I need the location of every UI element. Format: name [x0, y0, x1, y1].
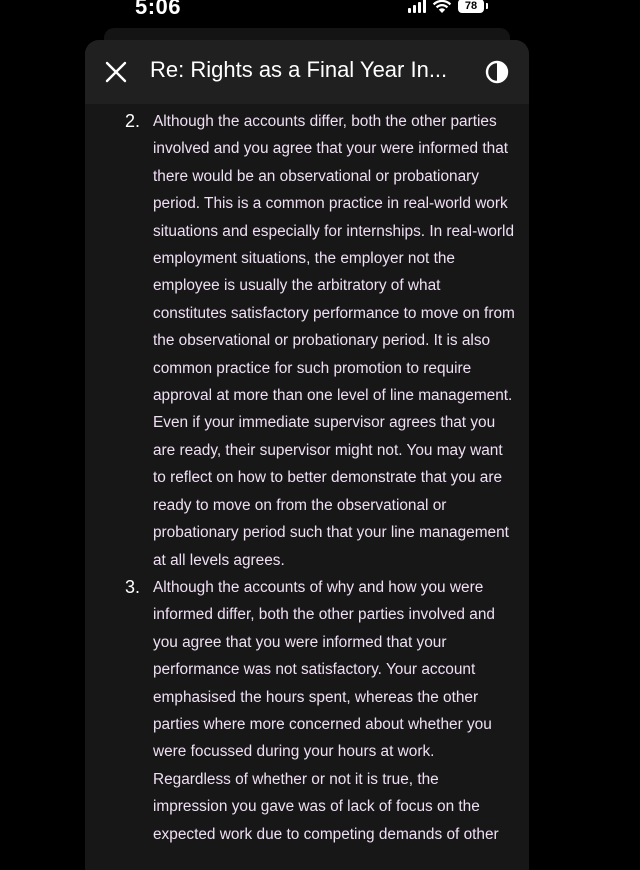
list-item-text: Although the accounts of why and how you were informed differ, both the other parties involved and you agree that you were informed that your performance was not satisfactory. Your account emphasised the hours spent, whereas the other parties where more concerned about whether you were focussed during your hours at work. Regardless of whether or not it is true, the impression you gave was of lack of focus on the expected work due to competing demands of other [153, 578, 499, 843]
status-icons [408, 0, 484, 16]
contrast-icon[interactable] [485, 60, 509, 84]
signal-icon [408, 0, 426, 13]
wifi-icon [432, 0, 452, 14]
message-body [85, 108, 529, 848]
status-time: 5:06 [135, 0, 182, 19]
battery-icon [458, 0, 484, 13]
close-icon[interactable] [103, 59, 129, 85]
message-sheet [85, 40, 529, 870]
list-item [85, 108, 529, 574]
status-bar [0, 0, 640, 30]
list-item-text: Although the accounts differ, both the other parties involved and you agree that your were informed that there would be an observational or probationary period. This is a common practice in real-world work situations and especially for internships. In real-world employment situations, the employer not the employee is usually the arbitratory of what constitutes satisfactory performance to move on from the observational or probationary period. It is also common practice for such promotion to require approval at more than one level of line management. Even if your immediate supervisor agrees that you are ready, their supervisor might not. You may want to reflect on how to better demonstrate that you are ready to move on from the observational or probationary period such that your line management at all levels agrees. [153, 113, 515, 569]
page-title: Re: Rights as a Final Year In... [150, 57, 448, 82]
list-item [85, 574, 529, 848]
list-item-number: 2. [125, 111, 141, 131]
battery-level: 78 [464, 0, 478, 12]
list-item-number: 3. [125, 576, 141, 597]
sheet-header [85, 40, 529, 104]
